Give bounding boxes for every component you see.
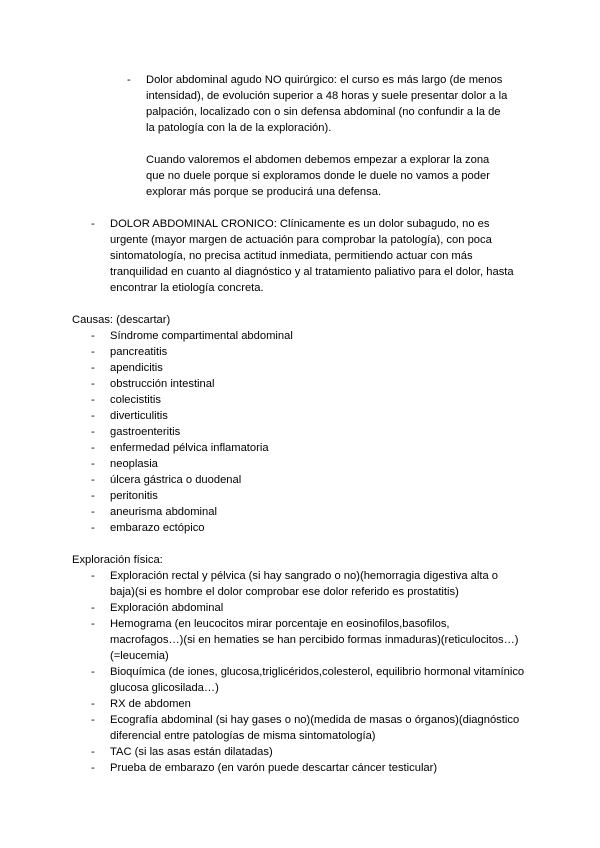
list-item-text: embarazo ectópico [110, 522, 205, 534]
list-item [91, 664, 525, 696]
list-item [91, 440, 531, 456]
list-item [91, 424, 531, 440]
list-item [91, 392, 531, 408]
list-item [91, 616, 525, 664]
list-item [91, 504, 531, 520]
bullet-dash: - [91, 746, 95, 758]
list-item [91, 760, 525, 776]
bullet-dash: - [91, 346, 95, 358]
bullet-dash: - [91, 618, 95, 630]
bullet-dash: - [91, 666, 95, 678]
bullet-dash: - [91, 410, 95, 422]
list-item-text: enfermedad pélvica inflamatoria [110, 442, 269, 454]
list-item-text: neoplasia [110, 458, 158, 470]
bullet-dash: - [91, 490, 95, 502]
exploracion-list [91, 568, 525, 776]
list-item-text: Ecografía abdominal (si hay gases o no)(medida de masas o órganos)(diagnóstico diferencial entre patologías de misma sintomatología) [110, 714, 520, 742]
bullet-dash: - [91, 394, 95, 406]
list-item [91, 328, 531, 344]
list-item-text: apendicitis [110, 362, 163, 374]
bullet-dash: - [91, 458, 95, 470]
list-item [91, 360, 531, 376]
list-item-text: Exploración rectal y pélvica (si hay sangrado o no)(hemorragia digestiva alta o baja)(si es hombre el dolor comprobar ese dolor referido es prostatitis) [110, 570, 499, 598]
bullet-dash: - [91, 362, 95, 374]
list-item-text: Prueba de embarazo (en varón puede descartar cáncer testicular) [110, 762, 438, 774]
list-item-text: Exploración abdominal [110, 602, 224, 614]
bullet-dash: - [91, 522, 95, 534]
list-item-text: obstrucción intestinal [110, 378, 215, 390]
bullet-dash: - [91, 474, 95, 486]
list-item [91, 712, 525, 744]
list-item-text: úlcera gástrica o duodenal [110, 474, 242, 486]
bullet-dash: - [127, 74, 131, 86]
bullet-dash: - [91, 698, 95, 710]
list-item [91, 344, 531, 360]
list-item [91, 600, 525, 616]
bullet-dash: - [91, 218, 95, 230]
list-item-text: TAC (si las asas están dilatadas) [110, 746, 273, 758]
bullet-dash: - [91, 570, 95, 582]
bullet-dash: - [91, 330, 95, 342]
bullet-dash: - [91, 442, 95, 454]
list-item-text: peritonitis [110, 490, 158, 502]
list-item [91, 408, 531, 424]
bullet-dash: - [91, 506, 95, 518]
list-item-text: diverticulitis [110, 410, 168, 422]
exploration-note-paragraph: Cuando valoremos el abdomen debemos empezar a explorar la zona que no duele porque si exploramos donde le duele no vamos a poder explorar más porque se producirá una defensa. [146, 154, 490, 198]
list-item [91, 456, 531, 472]
exploracion-heading: Exploración física: [72, 554, 163, 566]
list-item [91, 488, 531, 504]
chronic-pain-paragraph: DOLOR ABDOMINAL CRONICO: Clínicamente es un dolor subagudo, no es urgente (mayor margen de actuación para comprobar la patología), con poca sintomatología, no precisa actitud inmediata, permitiendo actuar con más tranquilidad en cuanto al diagnóstico y al tratamiento paliativo para el dolor, hasta encontrar la etiología concreta. [110, 218, 514, 294]
list-item-text: Síndrome compartimental abdominal [110, 330, 293, 342]
list-item-text: colecistitis [110, 394, 161, 406]
list-item-text: pancreatitis [110, 346, 168, 358]
acute-non-surgical-pain-paragraph: Dolor abdominal agudo NO quirúrgico: el curso es más largo (de menos intensidad), de evolución superior a 48 horas y suele presentar dolor a la palpación, localizado con o sin defensa abdominal (no confundir a la de la patología con la de la exploración). [146, 74, 508, 134]
list-item-text: aneurisma abdominal [110, 506, 217, 518]
list-item [91, 696, 525, 712]
list-item [91, 568, 525, 600]
list-item-text: Hemograma (en leucocitos mirar porcentaje en eosinofilos,basofilos, macrofagos…)(si en hematies se han percibido formas inmaduras)(reticulocitos…)(=leucemia) [110, 618, 519, 662]
list-item-text: Bioquímica (de iones, glucosa,triglicéridos,colesterol, equilibrio hormonal vitamínico glucosa glicosilada…) [110, 666, 525, 694]
bullet-dash: - [91, 714, 95, 726]
bullet-dash: - [91, 426, 95, 438]
list-item [91, 520, 531, 536]
causas-list [91, 328, 531, 536]
bullet-dash: - [91, 378, 95, 390]
causas-heading: Causas: (descartar) [72, 314, 171, 326]
list-item [91, 472, 531, 488]
bullet-dash: - [91, 602, 95, 614]
list-item [91, 744, 525, 760]
list-item-text: RX de abdomen [110, 698, 191, 710]
bullet-dash: - [91, 762, 95, 774]
list-item [91, 376, 531, 392]
list-item-text: gastroenteritis [110, 426, 181, 438]
